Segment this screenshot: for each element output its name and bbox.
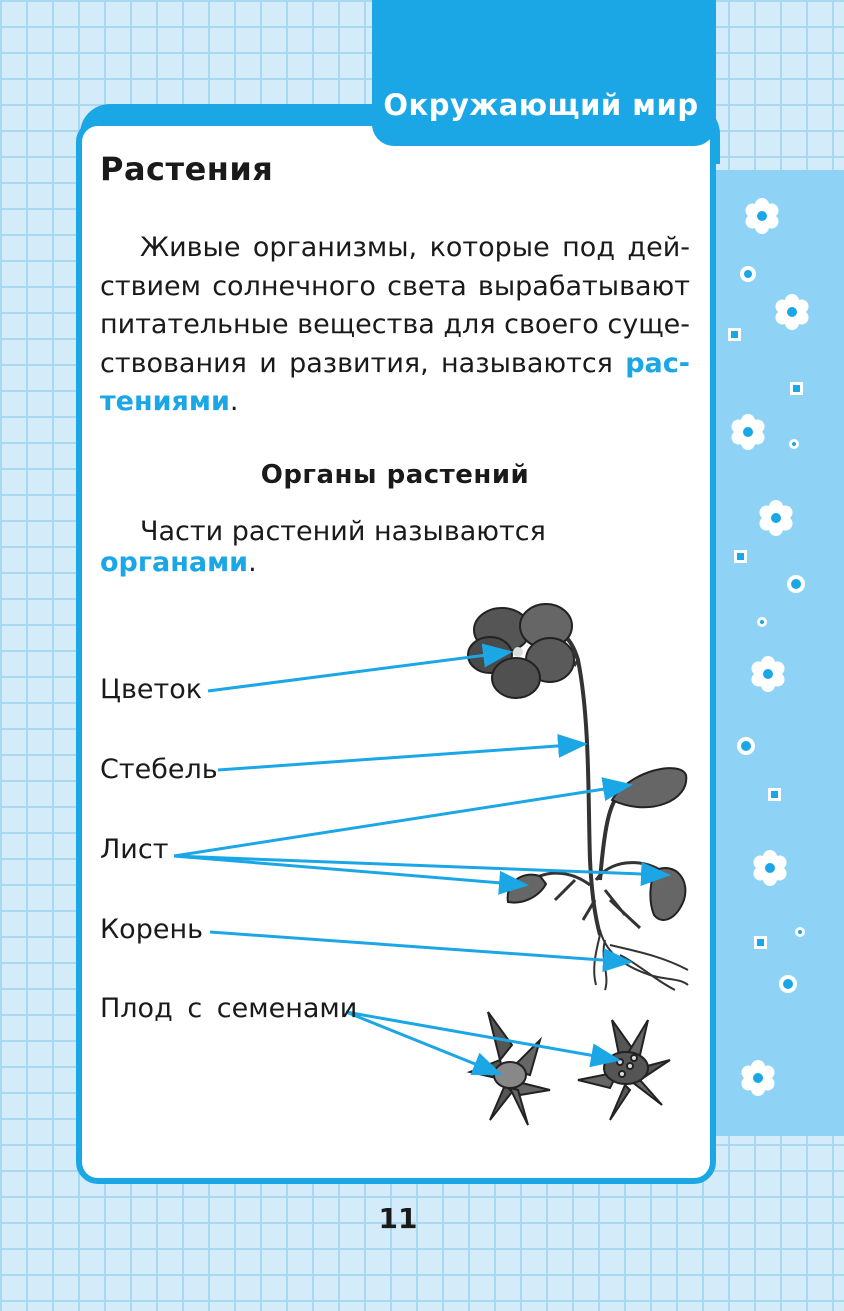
side-decor-strip xyxy=(716,170,844,1136)
arrow-fruit-1 xyxy=(346,1012,500,1074)
arrow-root xyxy=(210,932,630,962)
arrow-leaf-1 xyxy=(174,785,630,856)
term-organs: органами xyxy=(100,547,249,578)
paragraph-text: Живые организмы, которые под действием солнечного света вырабатывают питательные вещества для своего существования и развития, называются xyxy=(100,232,690,379)
term-plants-part2: тениями xyxy=(100,386,230,417)
fruit-drawing-1 xyxy=(470,1012,550,1125)
label-fruit: Плод с семенами xyxy=(100,993,358,1024)
label-leaf: Лист xyxy=(100,834,169,865)
fruit-drawing-2 xyxy=(578,1020,670,1120)
paragraph-end: . xyxy=(229,386,239,417)
leaves-drawing xyxy=(508,768,687,928)
organs-text: Части растений называются xyxy=(140,516,546,547)
arrow-stem xyxy=(218,744,585,770)
arrow-leaf-2 xyxy=(174,856,668,875)
subject-title: Окружающий мир xyxy=(383,88,699,122)
label-flower: Цветок xyxy=(100,674,203,705)
snowflake-decor-icon xyxy=(716,170,844,1136)
organs-subheading: Органы растений xyxy=(260,460,530,490)
arrow-leaf-3 xyxy=(174,856,526,885)
label-root: Корень xyxy=(100,914,204,945)
organs-definition xyxy=(100,516,690,578)
subject-tab xyxy=(372,0,716,146)
arrow-flower xyxy=(208,652,510,691)
term-plants-part1: рас- xyxy=(625,347,690,379)
page-number: 11 xyxy=(378,1202,418,1235)
label-stem: Стебель xyxy=(100,754,218,785)
organs-end: . xyxy=(248,547,257,578)
arrow-fruit-2 xyxy=(346,1012,618,1060)
definition-paragraph xyxy=(100,229,690,422)
flower-drawing xyxy=(468,604,578,698)
page-title: Растения xyxy=(100,150,274,188)
